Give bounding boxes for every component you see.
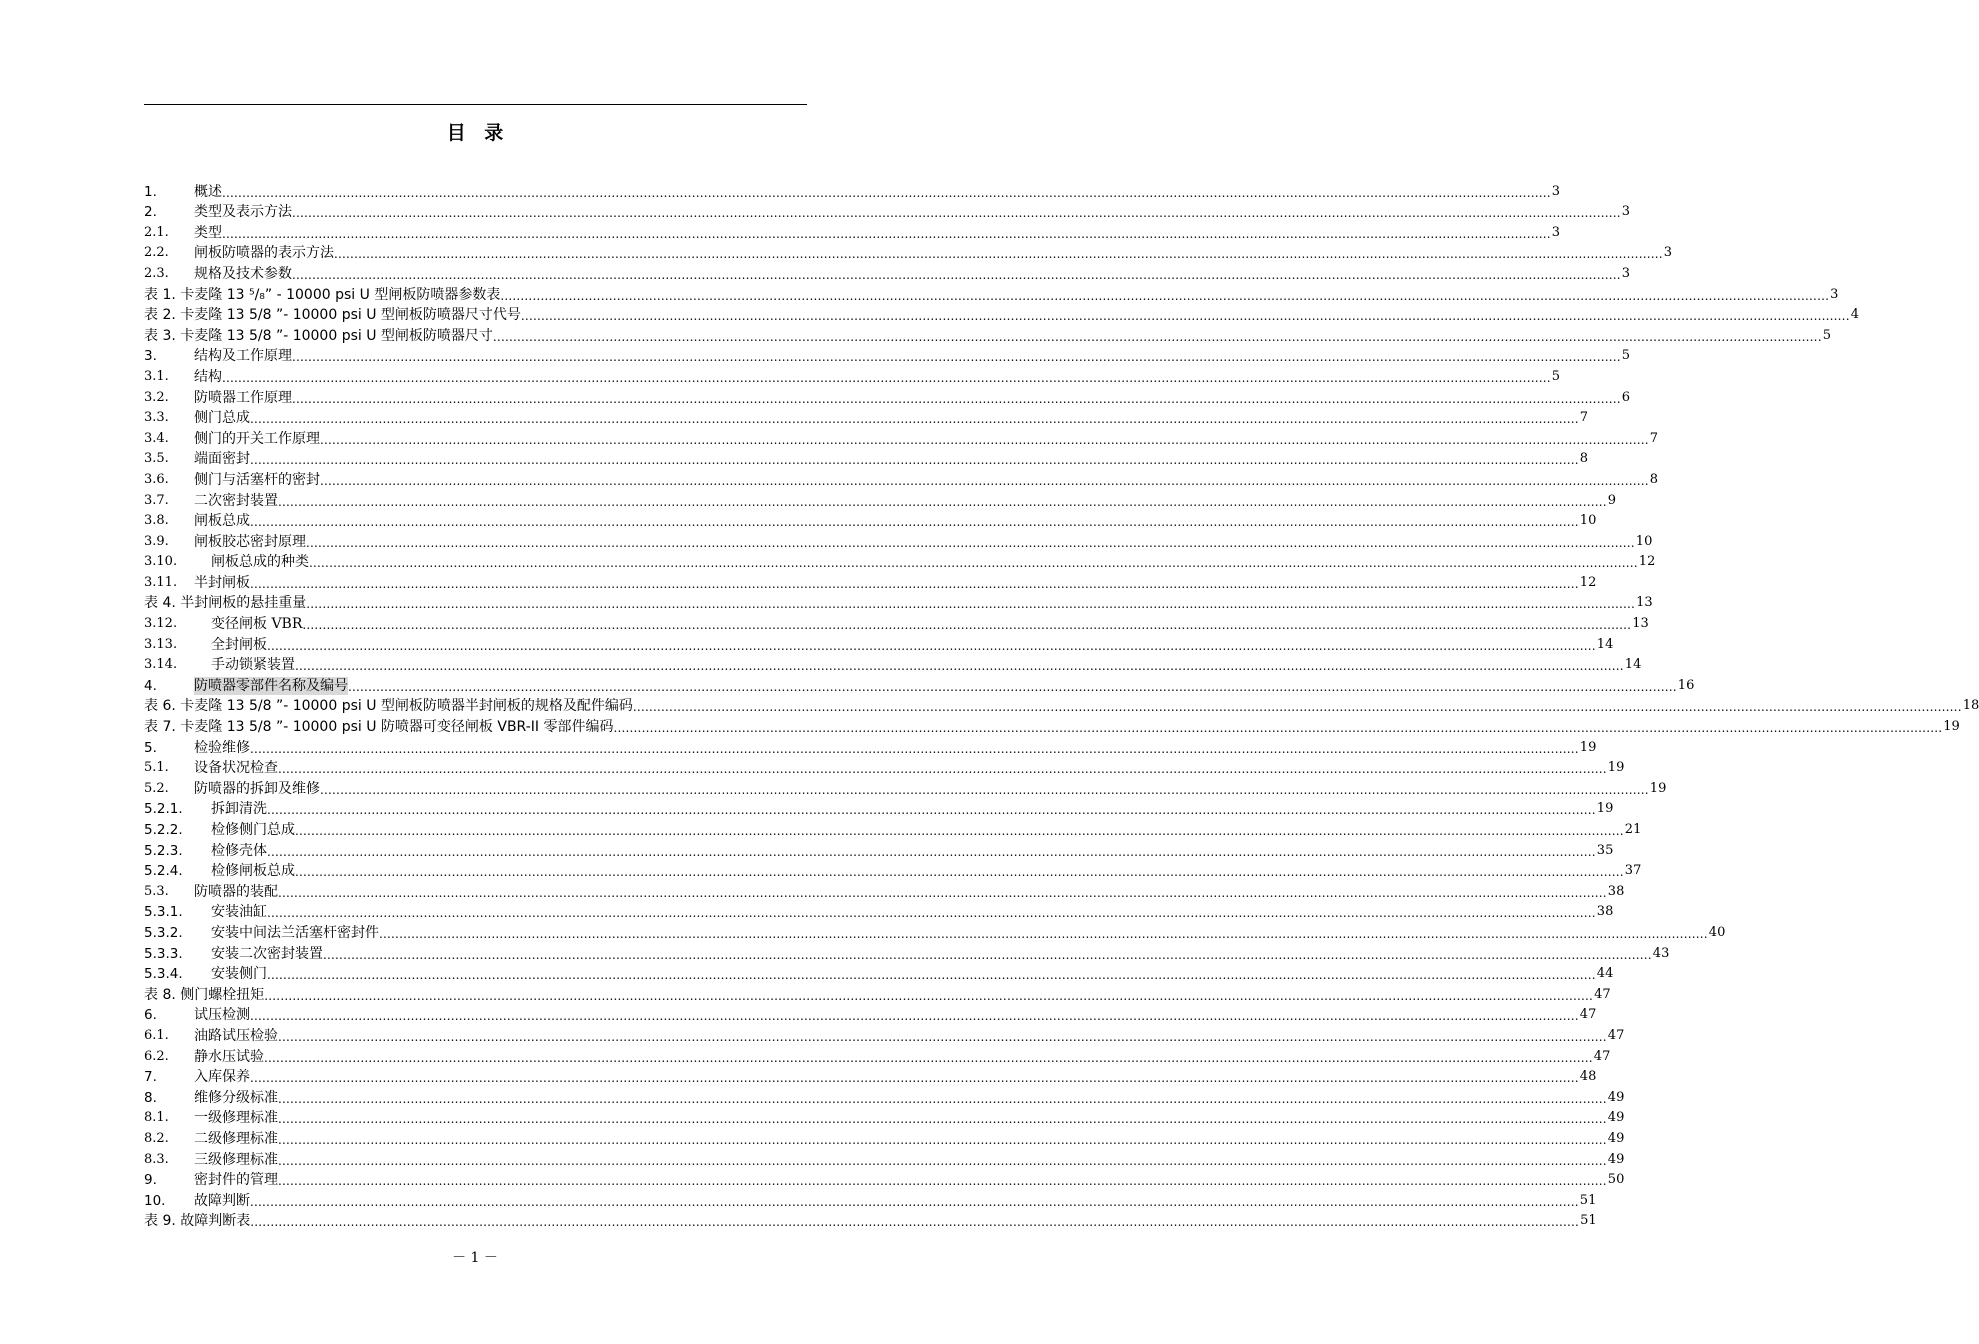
toc-entry-number: 2.3. bbox=[144, 265, 169, 281]
toc-entry[interactable] bbox=[144, 530, 1653, 551]
toc-entry-title: 静水压试验 bbox=[194, 1048, 264, 1065]
toc-entry-title: 端面密封 bbox=[194, 451, 250, 468]
toc-entry-page: 12 bbox=[1579, 574, 1597, 590]
toc-entry-title: 安装中间法兰活塞杆密封件 bbox=[211, 924, 379, 941]
toc-entry-title: 闸板胶芯密封原理 bbox=[194, 533, 306, 550]
toc-entry-title: 类型 bbox=[194, 224, 222, 241]
toc-entry[interactable] bbox=[144, 221, 1561, 242]
toc-entry[interactable] bbox=[144, 427, 1659, 448]
page-number-footer: － 1 － bbox=[452, 1250, 498, 1266]
toc-dot-leader bbox=[292, 391, 1621, 407]
toc-entry-page: 6 bbox=[1621, 389, 1631, 405]
toc-entry-title: 试压检测 bbox=[194, 1007, 250, 1024]
toc-dot-leader bbox=[250, 514, 1579, 530]
toc-entry-title: 闸板总成 bbox=[194, 513, 250, 530]
toc-dot-leader bbox=[278, 1153, 1607, 1169]
toc-entry-number: 3.9. bbox=[144, 533, 169, 549]
toc-entry-page: 10 bbox=[1579, 513, 1597, 529]
toc-entry-page: 38 bbox=[1607, 883, 1625, 899]
toc-entry-number: 3. bbox=[144, 348, 157, 365]
toc-entry-title: 手动锁紧装置 bbox=[211, 657, 295, 674]
toc-dot-leader bbox=[222, 226, 1551, 242]
toc-entry[interactable] bbox=[144, 386, 1631, 407]
toc-entry-title: 表 4. 半封闸板的悬挂重量 bbox=[144, 595, 307, 612]
toc-entry-page: 38 bbox=[1596, 904, 1614, 920]
toc-entry-page: 37 bbox=[1624, 863, 1642, 879]
toc-entry[interactable] bbox=[144, 242, 1673, 263]
toc-dot-leader bbox=[250, 1070, 1579, 1086]
toc-dot-leader bbox=[278, 1091, 1607, 1107]
toc-entry-number: 2. bbox=[144, 204, 157, 221]
toc-dot-leader bbox=[278, 885, 1607, 901]
toc-entry-number: 2.1. bbox=[144, 224, 169, 240]
toc-entry-title: 表 3. 卡麦隆 13 5/8 ”- 10000 psi U 型闸板防喷器尺寸 bbox=[144, 327, 493, 344]
toc-dot-leader bbox=[295, 658, 1624, 674]
toc-entry-page: 21 bbox=[1624, 822, 1642, 837]
toc-dot-leader bbox=[292, 349, 1621, 365]
toc-dot-leader bbox=[278, 1132, 1607, 1148]
toc-entry-number: 5.1. bbox=[144, 760, 169, 776]
toc-entry-title: 防喷器的装配 bbox=[194, 883, 278, 900]
toc-dot-leader bbox=[250, 576, 1579, 592]
toc-entry-number: 8.3. bbox=[144, 1151, 169, 1167]
toc-entry-title: 设备状况检查 bbox=[194, 760, 278, 777]
toc-entry-number: 3.3. bbox=[144, 410, 169, 426]
toc-entry[interactable] bbox=[144, 963, 1614, 984]
toc-dot-leader bbox=[379, 926, 1708, 942]
toc-entry[interactable] bbox=[144, 633, 1614, 654]
toc-dot-leader bbox=[264, 988, 1593, 1004]
toc-entry-page: 51 bbox=[1579, 1192, 1597, 1208]
toc-entry-page: 5 bbox=[1822, 327, 1831, 343]
toc-entry-page: 48 bbox=[1579, 1069, 1597, 1085]
toc-entry-title: 密封件的管理 bbox=[194, 1172, 278, 1189]
toc-entry-number: 5.3.2. bbox=[144, 924, 183, 941]
toc-entry-page: 10 bbox=[1635, 533, 1653, 549]
toc-entry-page: 16 bbox=[1677, 677, 1695, 693]
toc-entry-number: 2.2. bbox=[144, 245, 169, 261]
toc-entry[interactable] bbox=[144, 983, 1611, 1004]
toc-entry[interactable] bbox=[144, 921, 1726, 942]
toc-entry-title: 入库保养 bbox=[194, 1069, 250, 1086]
toc-entry[interactable] bbox=[144, 880, 1625, 901]
toc-entry-title: 侧门与活塞杆的密封 bbox=[194, 471, 320, 488]
toc-entry-title: 闸板总成的种类 bbox=[211, 554, 309, 571]
toc-entry[interactable] bbox=[144, 818, 1642, 839]
toc-entry[interactable] bbox=[144, 798, 1614, 819]
toc-entry-page: 12 bbox=[1638, 554, 1656, 570]
toc-entry-page: 44 bbox=[1596, 966, 1614, 982]
toc-entry-number: 5.2.1. bbox=[144, 801, 183, 818]
toc-dot-leader bbox=[320, 473, 1649, 489]
toc-entry[interactable] bbox=[144, 407, 1589, 428]
toc-entry-page: 47 bbox=[1593, 1048, 1611, 1064]
toc-dot-leader bbox=[267, 638, 1596, 654]
toc-entry-number: 3.1. bbox=[144, 368, 169, 384]
toc-entry[interactable] bbox=[144, 736, 1597, 757]
toc-entry-title: 二次密封装置 bbox=[194, 492, 278, 509]
toc-entry-page: 13 bbox=[1636, 595, 1653, 611]
toc-entry[interactable] bbox=[144, 304, 1859, 325]
toc-entry-title: 维修分级标准 bbox=[194, 1089, 278, 1106]
toc-entry[interactable] bbox=[144, 283, 1839, 304]
toc-dot-leader bbox=[278, 1173, 1607, 1189]
toc-dot-leader bbox=[222, 370, 1551, 386]
toc-dot-leader bbox=[250, 452, 1579, 468]
toc-entry-number: 3.13. bbox=[144, 636, 178, 652]
toc-dot-leader bbox=[250, 741, 1579, 757]
toc-entry-page: 19 bbox=[1943, 719, 1960, 735]
toc-entry-number: 8. bbox=[144, 1089, 157, 1106]
toc-entry[interactable] bbox=[144, 365, 1561, 386]
toc-dot-leader bbox=[633, 699, 1962, 715]
toc-entry-page: 35 bbox=[1596, 842, 1614, 858]
toc-entry[interactable] bbox=[144, 551, 1656, 572]
toc-dot-leader bbox=[250, 1194, 1579, 1210]
toc-entry-page: 49 bbox=[1607, 1130, 1625, 1146]
toc-entry[interactable] bbox=[144, 180, 1561, 201]
toc-entry-number: 5.3.1. bbox=[144, 904, 183, 921]
toc-dot-leader bbox=[521, 308, 1850, 324]
toc-entry[interactable] bbox=[144, 1148, 1625, 1169]
toc-dot-leader bbox=[250, 1008, 1579, 1024]
toc-entry[interactable] bbox=[144, 695, 1979, 716]
toc-dot-leader bbox=[267, 967, 1596, 983]
page-title: 目 录 bbox=[446, 122, 505, 144]
toc-entry[interactable] bbox=[144, 901, 1614, 922]
toc-entry[interactable] bbox=[144, 262, 1631, 283]
toc-entry-number: 5.2.3. bbox=[144, 842, 183, 859]
toc-entry-title: 表 8. 侧门螺栓扭矩 bbox=[144, 986, 265, 1003]
toc-entry-title: 检验维修 bbox=[194, 739, 250, 756]
toc-entry[interactable] bbox=[144, 1169, 1625, 1190]
toc-dot-leader bbox=[500, 288, 1829, 304]
toc-dot-leader bbox=[278, 1111, 1607, 1127]
toc-entry-title: 检修侧门总成 bbox=[211, 822, 295, 838]
toc-entry-page: 7 bbox=[1649, 430, 1659, 446]
toc-entry-page: 3 bbox=[1830, 286, 1839, 302]
toc-dot-leader bbox=[264, 1050, 1593, 1066]
toc-entry-page: 9 bbox=[1607, 492, 1617, 508]
toc-entry-number: 3.14. bbox=[144, 657, 178, 673]
toc-dot-leader bbox=[267, 844, 1596, 860]
toc-entry[interactable] bbox=[144, 1189, 1597, 1210]
toc-dot-leader bbox=[348, 679, 1677, 695]
toc-entry-number: 3.11. bbox=[144, 574, 178, 590]
toc-entry-number: 1. bbox=[144, 183, 157, 200]
toc-entry[interactable] bbox=[144, 942, 1670, 963]
toc-entry[interactable] bbox=[144, 468, 1659, 489]
toc-entry-page: 40 bbox=[1708, 924, 1726, 940]
toc-entry-page: 3 bbox=[1621, 204, 1631, 220]
toc-entry-title: 侧门的开关工作原理 bbox=[194, 430, 320, 447]
toc-entry-number: 8.2. bbox=[144, 1130, 169, 1146]
toc-entry-page: 14 bbox=[1624, 657, 1642, 673]
toc-dot-leader bbox=[320, 432, 1649, 448]
toc-entry-number: 3.2. bbox=[144, 389, 169, 405]
toc-entry-number: 5.3. bbox=[144, 883, 169, 899]
toc-entry-title: 二级修理标准 bbox=[194, 1130, 278, 1147]
toc-dot-leader bbox=[267, 802, 1596, 818]
toc-entry-number: 6.2. bbox=[144, 1048, 169, 1064]
toc-entry-title: 表 7. 卡麦隆 13 5/8 ”- 10000 psi U 防喷器可变径闸板 VBR-II 零部件编码 bbox=[144, 719, 614, 736]
toc-entry[interactable] bbox=[144, 1066, 1597, 1087]
toc-dot-leader bbox=[292, 267, 1621, 283]
toc-entry-title: 三级修理标准 bbox=[194, 1151, 278, 1168]
toc-entry-page: 19 bbox=[1649, 780, 1667, 796]
toc-entry-title: 防喷器零部件名称及编号 bbox=[194, 677, 348, 694]
toc-entry-number: 8.1. bbox=[144, 1110, 169, 1126]
toc-entry-title: 检修壳体 bbox=[211, 842, 267, 859]
toc-entry-page: 8 bbox=[1649, 471, 1659, 487]
toc-entry-page: 19 bbox=[1579, 739, 1597, 755]
toc-entry-title: 结构及工作原理 bbox=[194, 348, 292, 365]
toc-entry[interactable] bbox=[144, 201, 1631, 222]
toc-dot-leader bbox=[334, 246, 1663, 262]
toc-dot-leader bbox=[295, 864, 1624, 880]
toc-entry-title: 表 6. 卡麦隆 13 5/8 ”- 10000 psi U 型闸板防喷器半封闸板的规格及配件编码 bbox=[144, 698, 633, 715]
toc-dot-leader bbox=[306, 535, 1635, 551]
toc-entry-number: 10. bbox=[144, 1192, 166, 1209]
toc-entry-number: 5.2.4. bbox=[144, 863, 183, 880]
header-rule bbox=[144, 104, 807, 105]
toc-entry-title: 结构 bbox=[194, 368, 222, 385]
toc-entry-number: 3.10. bbox=[144, 554, 178, 570]
toc-entry[interactable] bbox=[144, 489, 1617, 510]
toc-entry-title: 检修闸板总成 bbox=[211, 863, 295, 880]
toc-entry-title: 概述 bbox=[194, 183, 222, 200]
toc-dot-leader bbox=[613, 720, 1942, 736]
toc-entry-number: 5.3.3. bbox=[144, 945, 183, 962]
toc-entry-number: 5.2. bbox=[144, 780, 169, 796]
toc-dot-leader bbox=[278, 494, 1607, 510]
toc-entry[interactable] bbox=[144, 592, 1653, 613]
toc-entry[interactable] bbox=[144, 1107, 1625, 1128]
toc-entry[interactable] bbox=[144, 777, 1667, 798]
toc-dot-leader bbox=[222, 185, 1551, 201]
toc-entry-page: 47 bbox=[1607, 1027, 1625, 1043]
toc-entry-page: 49 bbox=[1607, 1089, 1625, 1105]
toc-entry[interactable] bbox=[144, 654, 1642, 675]
toc-entry-page: 7 bbox=[1579, 410, 1589, 426]
toc-dot-leader bbox=[278, 761, 1607, 777]
toc-entry[interactable] bbox=[144, 1024, 1625, 1045]
toc-entry-title: 一级修理标准 bbox=[194, 1110, 278, 1127]
toc-entry-number: 7. bbox=[144, 1069, 157, 1086]
toc-entry-title: 表 2. 卡麦隆 13 5/8 ”- 10000 psi U 型闸板防喷器尺寸代号 bbox=[144, 307, 521, 324]
toc-entry[interactable] bbox=[144, 860, 1642, 881]
toc-entry[interactable] bbox=[144, 1004, 1597, 1025]
toc-entry-title: 拆卸清洗 bbox=[211, 801, 267, 818]
toc-dot-leader bbox=[250, 1214, 1579, 1230]
toc-entry[interactable] bbox=[144, 839, 1614, 860]
toc-entry[interactable] bbox=[144, 1210, 1597, 1231]
toc-entry-number: 4. bbox=[144, 677, 157, 694]
toc-entry-title: 油路试压检验 bbox=[194, 1027, 278, 1044]
toc-entry-page: 5 bbox=[1551, 368, 1561, 384]
toc-entry-page: 14 bbox=[1596, 636, 1614, 652]
toc-entry-page: 47 bbox=[1594, 986, 1611, 1002]
toc-entry-number: 5.2.2. bbox=[144, 822, 183, 838]
toc-entry-title: 防喷器工作原理 bbox=[194, 389, 292, 406]
toc-entry[interactable] bbox=[144, 1045, 1611, 1066]
toc-entry[interactable] bbox=[144, 448, 1589, 469]
toc-entry-page: 50 bbox=[1607, 1172, 1625, 1188]
toc-entry-number: 5. bbox=[144, 739, 157, 756]
toc-dot-leader bbox=[302, 617, 1631, 633]
toc-entry-number: 3.4. bbox=[144, 430, 169, 446]
toc-entry[interactable] bbox=[144, 1086, 1625, 1107]
toc-dot-leader bbox=[320, 782, 1649, 798]
toc-entry-title: 闸板防喷器的表示方法 bbox=[194, 245, 334, 262]
toc-entry-number: 3.6. bbox=[144, 471, 169, 487]
toc-entry-page: 4 bbox=[1850, 307, 1859, 323]
toc-entry-number: 3.7. bbox=[144, 492, 169, 508]
toc-entry-title: 安装油缸 bbox=[211, 904, 267, 921]
toc-dot-leader bbox=[267, 905, 1596, 921]
toc-entry-page: 18 bbox=[1962, 698, 1979, 714]
toc-entry-title: 故障判断 bbox=[194, 1192, 250, 1209]
toc-entry-number: 3.12. bbox=[144, 616, 178, 632]
toc-entry-page: 19 bbox=[1596, 801, 1614, 817]
toc-entry[interactable] bbox=[144, 324, 1831, 345]
toc-entry-title: 侧门总成 bbox=[194, 410, 250, 427]
toc-entry-title: 变径闸板 VBR bbox=[211, 616, 303, 633]
toc-entry-title: 表 9. 故障判断表 bbox=[144, 1213, 251, 1230]
toc-dot-leader bbox=[309, 555, 1638, 571]
toc-entry-page: 47 bbox=[1579, 1007, 1597, 1023]
toc-entry-number: 3.8. bbox=[144, 513, 169, 529]
toc-dot-leader bbox=[493, 329, 1822, 345]
toc-entry-number: 3.5. bbox=[144, 451, 169, 467]
toc-entry-title: 防喷器的拆卸及维修 bbox=[194, 780, 320, 797]
toc-entry-page: 8 bbox=[1579, 451, 1589, 467]
toc-dot-leader bbox=[292, 205, 1621, 221]
toc-entry-page: 3 bbox=[1551, 224, 1561, 240]
toc-entry-page: 3 bbox=[1551, 183, 1561, 199]
toc-entry-number: 6. bbox=[144, 1007, 157, 1024]
toc-entry-title: 类型及表示方法 bbox=[194, 204, 292, 221]
toc-dot-leader bbox=[323, 947, 1652, 963]
toc-entry[interactable] bbox=[144, 345, 1631, 366]
toc-entry[interactable] bbox=[144, 1127, 1625, 1148]
toc-entry-page: 49 bbox=[1607, 1110, 1625, 1126]
toc-entry-page: 49 bbox=[1607, 1151, 1625, 1167]
toc-entry-page: 5 bbox=[1621, 348, 1631, 364]
toc-entry[interactable] bbox=[144, 757, 1625, 778]
table-of-contents bbox=[144, 180, 1979, 1230]
toc-entry[interactable] bbox=[144, 612, 1649, 633]
toc-entry[interactable] bbox=[144, 674, 1695, 695]
toc-entry-page: 19 bbox=[1607, 760, 1625, 776]
toc-entry[interactable] bbox=[144, 571, 1597, 592]
toc-entry-number: 5.3.4. bbox=[144, 966, 183, 983]
toc-entry-title: 安装二次密封装置 bbox=[211, 945, 323, 962]
toc-dot-leader bbox=[250, 411, 1579, 427]
toc-entry[interactable] bbox=[144, 510, 1597, 531]
toc-entry-title: 规格及技术参数 bbox=[194, 265, 292, 282]
toc-entry-title: 安装侧门 bbox=[211, 966, 267, 983]
toc-entry-page: 51 bbox=[1580, 1213, 1597, 1229]
toc-entry-title: 半封闸板 bbox=[194, 574, 250, 591]
toc-entry-page: 13 bbox=[1632, 616, 1649, 632]
toc-entry-page: 43 bbox=[1652, 945, 1670, 961]
toc-dot-leader bbox=[306, 596, 1635, 612]
toc-entry[interactable] bbox=[144, 715, 1960, 736]
toc-entry-number: 6.1. bbox=[144, 1027, 169, 1043]
toc-dot-leader bbox=[295, 823, 1624, 839]
toc-dot-leader bbox=[278, 1029, 1607, 1045]
toc-entry-number: 9. bbox=[144, 1172, 157, 1189]
toc-entry-page: 3 bbox=[1621, 265, 1631, 281]
toc-entry-title: 全封闸板 bbox=[211, 636, 267, 653]
toc-entry-title: 表 1. 卡麦隆 13 ⁵/₈” - 10000 psi U 型闸板防喷器参数表 bbox=[144, 286, 501, 303]
toc-entry-page: 3 bbox=[1663, 245, 1673, 261]
